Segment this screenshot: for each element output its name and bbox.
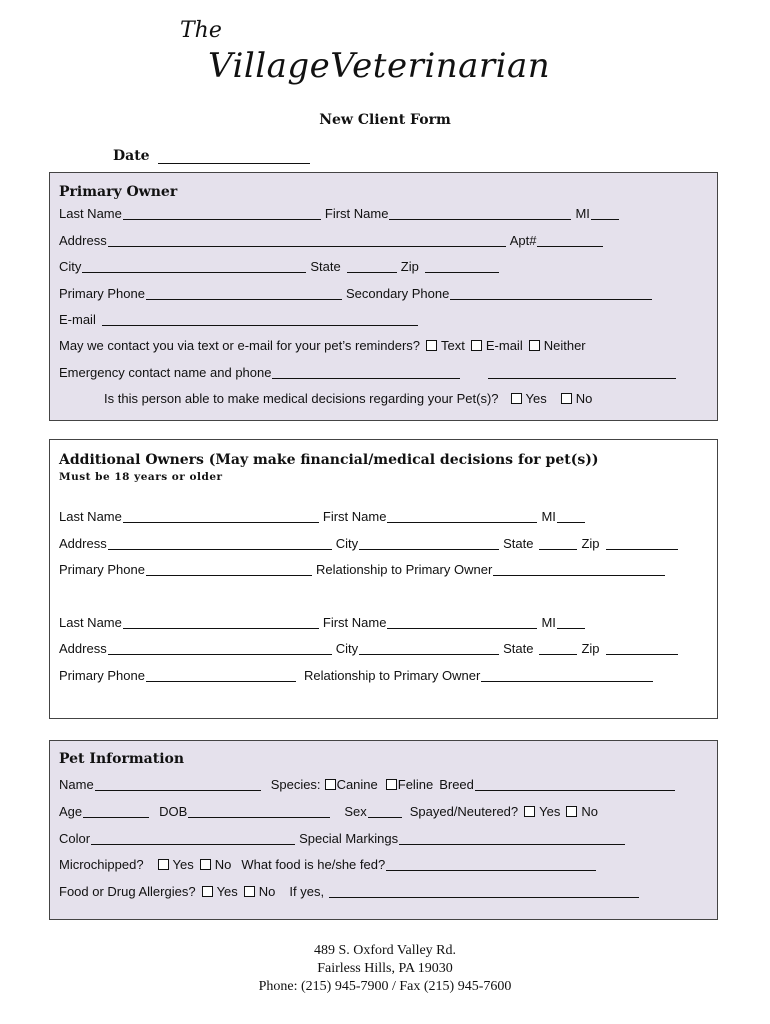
owner3-state-label: State	[503, 641, 534, 656]
owner2-city-input[interactable]	[359, 536, 499, 550]
color-label: Color	[59, 831, 91, 846]
owner3-relationship-input[interactable]	[481, 668, 653, 682]
footer-city: Fairless Hills, PA 19030	[317, 961, 453, 976]
email-label: E-mail	[59, 312, 96, 327]
owner3-address-row	[59, 641, 682, 656]
primary-city-row	[59, 259, 503, 274]
microchip-yes-label: Yes	[172, 857, 194, 872]
owner2-address-row	[59, 536, 682, 551]
state-label: State	[310, 259, 341, 274]
zip-input[interactable]	[425, 259, 499, 273]
neither-checkbox[interactable]	[529, 340, 540, 351]
owner3-address-label: Address	[59, 641, 107, 656]
primary-phone-label: Primary Phone	[59, 286, 145, 301]
allergies-no-checkbox[interactable]	[244, 886, 255, 897]
pet-information-section	[49, 740, 718, 920]
spayed-label: Spayed/Neutered?	[409, 804, 519, 819]
sex-label: Sex	[344, 804, 367, 819]
primary-address-row	[59, 233, 607, 248]
footer	[0, 942, 770, 996]
markings-label: Special Markings	[299, 831, 399, 846]
pet-age-row	[59, 804, 598, 819]
owner2-first-name-label: First Name	[322, 509, 387, 524]
date-label: Date	[113, 148, 150, 164]
microchip-no-checkbox[interactable]	[200, 859, 211, 870]
dob-input[interactable]	[188, 804, 330, 818]
date-input-line[interactable]	[158, 150, 310, 164]
decision-row	[104, 391, 592, 406]
owner3-city-input[interactable]	[359, 641, 499, 655]
decision-yes-label: Yes	[525, 391, 547, 406]
owner3-first-name-input[interactable]	[387, 615, 537, 629]
first-name-input[interactable]	[389, 206, 571, 220]
allergies-no-label: No	[258, 884, 276, 899]
contact-question: May we contact you via text or e-mail for your pet’s reminders?	[59, 338, 421, 353]
owner3-mi-label: MI	[541, 615, 556, 630]
owner2-zip-input[interactable]	[606, 536, 678, 550]
spayed-no-checkbox[interactable]	[566, 806, 577, 817]
spayed-yes-checkbox[interactable]	[524, 806, 535, 817]
last-name-label: Last Name	[59, 206, 122, 221]
owner3-zip-label: Zip	[581, 641, 600, 656]
address-label: Address	[59, 233, 107, 248]
owner3-last-name-label: Last Name	[59, 615, 122, 630]
email-option-label: E-mail	[485, 338, 523, 353]
logo-name: VillageVeterinarian	[208, 46, 551, 86]
owner2-address-label: Address	[59, 536, 107, 551]
owner3-mi-input[interactable]	[557, 615, 585, 629]
owner2-name-row	[59, 509, 589, 524]
email-checkbox[interactable]	[471, 340, 482, 351]
text-option-label: Text	[441, 338, 465, 353]
city-input[interactable]	[82, 259, 306, 273]
emergency-name-input[interactable]	[272, 365, 460, 379]
additional-owners-section	[49, 439, 718, 719]
spayed-no-label: No	[581, 804, 598, 819]
allergies-details-input[interactable]	[329, 884, 639, 898]
owner3-last-name-input[interactable]	[123, 615, 319, 629]
allergies-yes-checkbox[interactable]	[202, 886, 213, 897]
species-label: Species:	[270, 777, 321, 792]
owner3-name-row	[59, 615, 589, 630]
decision-yes-checkbox[interactable]	[511, 393, 522, 404]
primary-phone-row	[59, 286, 656, 301]
primary-email-row	[59, 312, 422, 327]
owner2-city-label: City	[335, 536, 359, 551]
primary-phone-input[interactable]	[146, 286, 342, 300]
pet-name-label: Name	[59, 777, 94, 792]
owner2-last-name-label: Last Name	[59, 509, 122, 524]
pet-name-row	[59, 777, 679, 792]
additional-owners-title: Additional Owners (May make financial/medical decisions for pet(s))	[59, 452, 599, 468]
last-name-input[interactable]	[123, 206, 321, 220]
owner3-first-name-label: First Name	[322, 615, 387, 630]
emergency-phone-input[interactable]	[488, 365, 676, 379]
owner2-first-name-input[interactable]	[387, 509, 537, 523]
footer-phone: Phone: (215) 945-7900 / Fax (215) 945-7600	[258, 979, 512, 994]
primary-owner-title: Primary Owner	[59, 184, 178, 200]
food-label: What food is he/she fed?	[241, 857, 386, 872]
logo-the: The	[180, 18, 222, 43]
feline-label: Feline	[397, 777, 434, 792]
additional-owners-subtitle: Must be 18 years or older	[59, 471, 223, 483]
decision-question: Is this person able to make medical decisions regarding your Pet(s)?	[104, 391, 499, 406]
canine-checkbox[interactable]	[325, 779, 336, 790]
owner2-phone-input[interactable]	[146, 562, 312, 576]
emergency-contact-label: Emergency contact name and phone	[59, 365, 272, 380]
if-yes-label: If yes,	[289, 884, 325, 899]
owner2-zip-label: Zip	[581, 536, 600, 551]
owner3-phone-input[interactable]	[146, 668, 296, 682]
owner3-phone-row	[59, 668, 657, 683]
allergies-yes-label: Yes	[216, 884, 238, 899]
owner3-address-input[interactable]	[108, 641, 332, 655]
pet-color-row	[59, 831, 629, 846]
owner3-state-input[interactable]	[539, 641, 577, 655]
owner2-state-label: State	[503, 536, 534, 551]
owner2-phone-row	[59, 562, 669, 577]
owner2-relationship-label: Relationship to Primary Owner	[315, 562, 493, 577]
owner2-mi-input[interactable]	[557, 509, 585, 523]
breed-input[interactable]	[475, 777, 675, 791]
state-input[interactable]	[347, 259, 397, 273]
owner2-relationship-input[interactable]	[493, 562, 665, 576]
city-label: City	[59, 259, 82, 274]
food-input[interactable]	[386, 857, 596, 871]
first-name-label: First Name	[324, 206, 389, 221]
apt-input[interactable]	[537, 233, 603, 247]
apt-label: Apt#	[509, 233, 537, 248]
owner2-last-name-input[interactable]	[123, 509, 319, 523]
address-input[interactable]	[108, 233, 506, 247]
age-input[interactable]	[83, 804, 149, 818]
sex-input[interactable]	[368, 804, 402, 818]
primary-name-row	[59, 206, 623, 221]
email-input[interactable]	[102, 312, 418, 326]
footer-address: 489 S. Oxford Valley Rd.	[313, 943, 457, 958]
owner2-mi-label: MI	[541, 509, 556, 524]
decision-no-checkbox[interactable]	[561, 393, 572, 404]
secondary-phone-input[interactable]	[450, 286, 652, 300]
allergies-label: Food or Drug Allergies?	[59, 884, 196, 899]
markings-input[interactable]	[399, 831, 625, 845]
contact-preference-row	[59, 338, 586, 353]
primary-owner-section	[49, 172, 718, 421]
feline-checkbox[interactable]	[386, 779, 397, 790]
color-input[interactable]	[91, 831, 295, 845]
mi-input[interactable]	[591, 206, 619, 220]
pet-name-input[interactable]	[95, 777, 261, 791]
breed-label: Breed	[439, 777, 474, 792]
dob-label: DOB	[159, 804, 188, 819]
zip-label: Zip	[400, 259, 419, 274]
secondary-phone-label: Secondary Phone	[345, 286, 450, 301]
mi-label: MI	[575, 206, 590, 221]
date-field	[113, 148, 310, 164]
microchip-row	[59, 857, 600, 872]
neither-option-label: Neither	[543, 338, 586, 353]
microchipped-label: Microchipped?	[59, 857, 144, 872]
logo	[180, 18, 600, 88]
owner2-phone-label: Primary Phone	[59, 562, 145, 577]
allergies-row	[59, 884, 643, 899]
pet-information-title: Pet Information	[59, 751, 185, 767]
age-label: Age	[59, 804, 83, 819]
owner3-phone-label: Primary Phone	[59, 668, 145, 683]
decision-no-label: No	[575, 391, 593, 406]
microchip-no-label: No	[214, 857, 232, 872]
owner3-zip-input[interactable]	[606, 641, 678, 655]
form-title: New Client Form	[319, 112, 451, 128]
emergency-contact-row	[59, 365, 680, 380]
owner3-relationship-label: Relationship to Primary Owner	[303, 668, 481, 683]
owner3-city-label: City	[335, 641, 359, 656]
microchip-yes-checkbox[interactable]	[158, 859, 169, 870]
text-checkbox[interactable]	[426, 340, 437, 351]
canine-label: Canine	[336, 777, 378, 792]
owner2-address-input[interactable]	[108, 536, 332, 550]
owner2-state-input[interactable]	[539, 536, 577, 550]
spayed-yes-label: Yes	[539, 804, 561, 819]
